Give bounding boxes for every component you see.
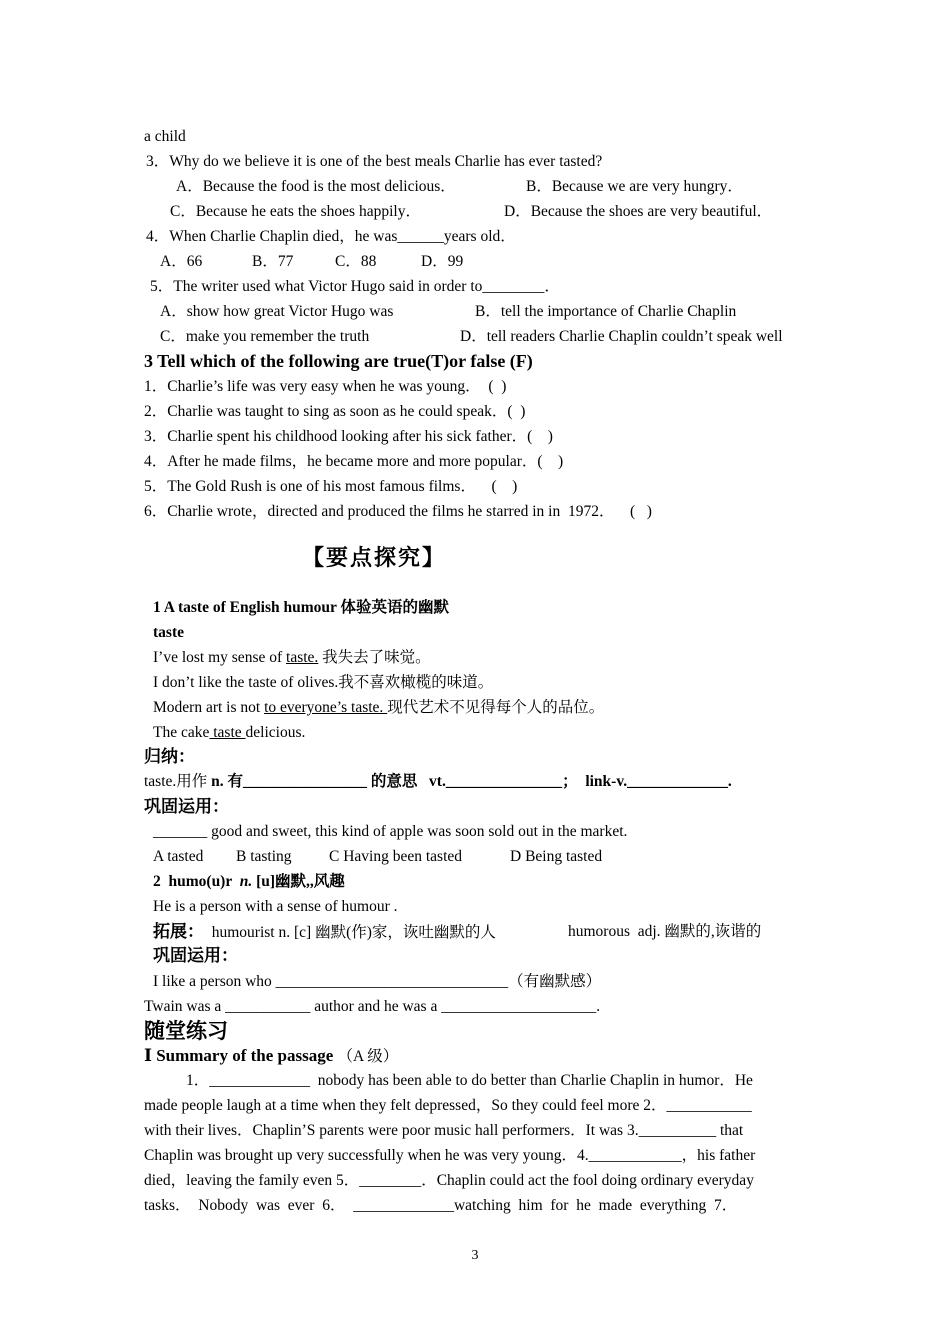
point-title: 1 A taste of English humour 体验英语的幽默 [153, 599, 449, 616]
tf-item: 5．The Gold Rush is one of his most famous films． ( ) [144, 478, 518, 495]
question-4: 4．When Charlie Chaplin died，he was______years old． [146, 228, 516, 245]
example-sentence: I don’t like the taste of olives.我不喜欢橄榄的味道。 [153, 674, 494, 691]
option-5d: D．tell readers Charlie Chaplin couldn’t speak well [460, 328, 783, 345]
example-sentence: I’ve lost my sense of taste. 我失去了味觉。 [153, 649, 431, 666]
practice-label: 巩固运用： [144, 797, 229, 816]
question-5: 5．The writer used what Victor Hugo said in order to________． [150, 278, 560, 295]
practice-label: 巩固运用： [153, 946, 238, 965]
point-title: 2 humo(u)r n. [u]幽默,,风趣 [153, 873, 345, 890]
tf-item: 4．After he made films，he became more and more popular．( ) [144, 453, 564, 470]
summary-line: taste.用作 n. 有________________ 的意思 vt._______________； link-v._____________. [144, 773, 732, 790]
tf-item: 3．Charlie spent his childhood looking after his sick father．( ) [144, 428, 553, 445]
option-3c: C．Because he eats the shoes happily． [170, 203, 421, 220]
extension-line: 拓展： humourist n. [c] 幽默(作)家，诙吐幽默的人 [153, 922, 496, 941]
example-sentence: Modern art is not to everyone’s taste. 现代艺术不见得每个人的品位。 [153, 699, 605, 716]
option-4c: C．88 [335, 253, 377, 270]
tf-item: 1．Charlie’s life was very easy when he was young． ( ) [144, 378, 507, 395]
passage-line: made people laugh at a time when they felt depressed，So they could feel more 2．___________ [144, 1097, 752, 1114]
passage-line: 1．_____________ nobody has been able to do better than Charlie Chaplin in humor．He [186, 1072, 753, 1089]
practice-option: A tasted [153, 848, 204, 865]
option-3b: B．Because we are very hungry． [526, 178, 743, 195]
keyword: taste [153, 624, 184, 641]
option-4b: B．77 [252, 253, 294, 270]
text-line: a child [144, 128, 186, 145]
option-5a: A．show how great Victor Hugo was [160, 303, 394, 320]
section-heading: 3 Tell which of the following are true(T)or false (F) [144, 351, 533, 371]
option-3d: D．Because the shoes are very beautiful． [504, 203, 773, 220]
option-4a: A．66 [160, 253, 203, 270]
practice-option: B tasting [236, 848, 292, 865]
page-number: 3 [471, 1248, 479, 1263]
section-heading: 随堂练习 [144, 1019, 228, 1043]
passage-line: died，leaving the family even 5．________．Chaplin could act the fool doing ordinary everyday [144, 1172, 754, 1189]
extension-line: humorous adj. 幽默的,诙谐的 [568, 923, 762, 940]
option-5b: B．tell the importance of Charlie Chaplin [475, 303, 737, 320]
practice-question: _______ good and sweet, this kind of apple was soon sold out in the market. [153, 823, 628, 840]
summary-label: 归纳： [144, 747, 195, 766]
subsection-heading: Ⅰ Summary of the passage （A 级） [144, 1046, 399, 1065]
passage-line: tasks． Nobody was ever 6． _____________watching him for he made everything 7． [144, 1197, 738, 1214]
tf-item: 2．Charlie was taught to sing as soon as he could speak．( ) [144, 403, 526, 420]
passage-line: Chaplin was brought up very successfully when he was very young．4.____________，his father [144, 1147, 756, 1164]
example-sentence: The cake taste delicious. [153, 724, 306, 741]
practice-question: Twain was a ___________ author and he was a ____________________. [144, 998, 601, 1015]
tf-item: 6．Charlie wrote，directed and produced the films he starred in in 1972． ( ) [144, 503, 652, 520]
practice-option: C Having been tasted [329, 848, 463, 865]
practice-option: D Being tasted [510, 848, 603, 865]
option-5c: C．make you remember the truth [160, 328, 370, 345]
example-sentence: He is a person with a sense of humour . [153, 898, 398, 915]
option-3a: A．Because the food is the most delicious． [176, 178, 456, 195]
passage-line: with their lives．Chaplin’S parents were poor music hall performers．It was 3.__________ that [144, 1122, 744, 1139]
option-4d: D．99 [421, 253, 464, 270]
section-heading: 【要点探究】 [302, 545, 447, 570]
question-3: 3．Why do we believe it is one of the best meals Charlie has ever tasted? [146, 153, 603, 170]
practice-question: I like a person who ______________________________（有幽默感） [153, 973, 602, 990]
